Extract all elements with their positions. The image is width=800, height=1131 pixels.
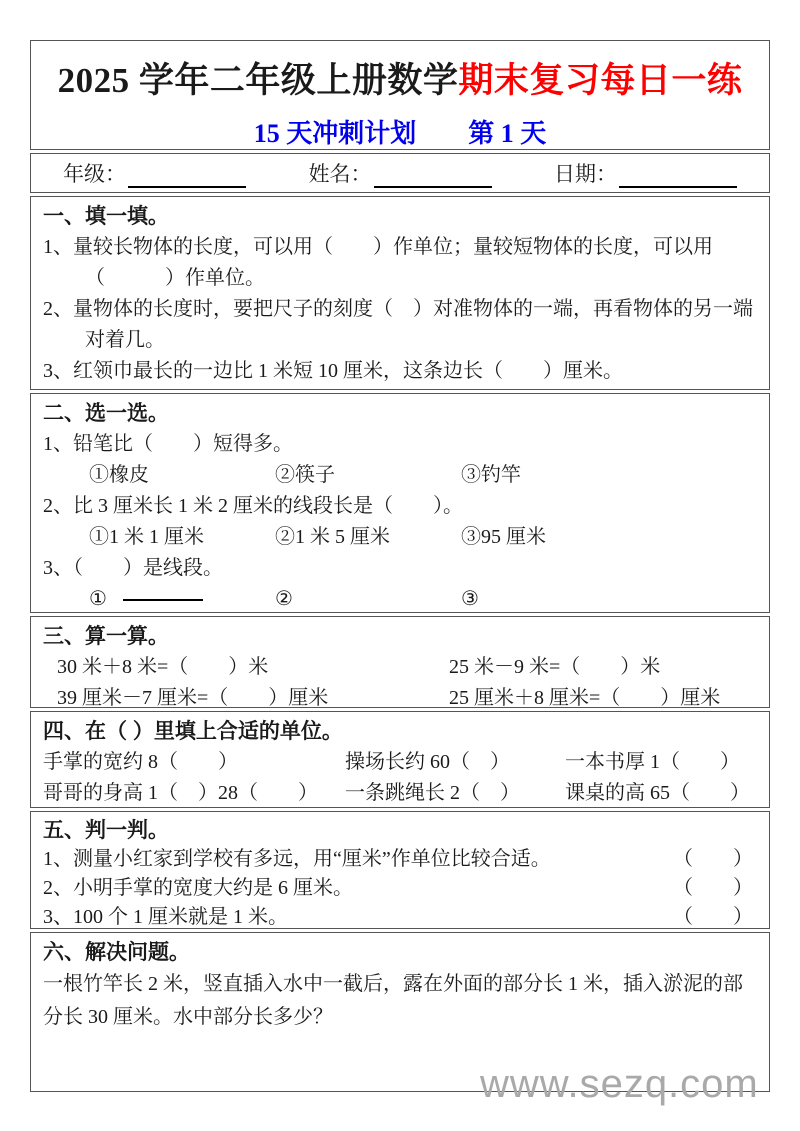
choose-q2: 2、比 3 厘米长 1 米 2 厘米的线段长是（ ）。 bbox=[43, 495, 463, 517]
choose-q2-options bbox=[43, 522, 757, 553]
units-item: 哥哥的身高 1（ ）28（ ） bbox=[43, 782, 318, 804]
name-field bbox=[309, 158, 492, 188]
choose-q3-options bbox=[43, 584, 757, 613]
judge-answer-blank: （ ） bbox=[673, 906, 753, 928]
section-judge-heading: 五、判一判。 bbox=[43, 819, 169, 842]
fill-item-2: 2、量物体的长度时，要把尺子的刻度（ ）对准物体的一端，再看物体的另一端对着几。 bbox=[43, 298, 753, 351]
title-black-part: 2025 学年二年级上册数学 bbox=[57, 61, 459, 100]
choose-q2-option-2: ②1 米 5 厘米 bbox=[275, 526, 390, 548]
units-item: 一条跳绳长 2（ ） bbox=[345, 782, 520, 804]
section-judge bbox=[30, 811, 770, 929]
solve-problem-text: 一根竹竿长 2 米，竖直插入水中一截后，露在外面的部分长 1 米，插入淤泥的部分长 30 厘米。水中部分长多少？ bbox=[43, 973, 743, 1028]
name-blank-line bbox=[374, 168, 492, 188]
student-info-row bbox=[30, 153, 770, 193]
calc-expression: 25 厘米＋8 厘米=（ ）厘米 bbox=[449, 687, 721, 708]
section-fill-in-heading: 一、填一填。 bbox=[43, 205, 169, 228]
grade-field bbox=[63, 158, 246, 188]
choose-q3-option-1: ① bbox=[89, 584, 275, 613]
judge-row-3 bbox=[43, 903, 757, 929]
units-item: 手掌的宽约 8（ ） bbox=[43, 751, 238, 773]
judge-statement: 1、测量小红家到学校有多远，用“厘米”作单位比较合适。 bbox=[43, 848, 551, 870]
choose-q1: 1、铅笔比（ ）短得多。 bbox=[43, 433, 293, 455]
grade-label: 年级： bbox=[63, 162, 126, 186]
section-units bbox=[30, 711, 770, 808]
section-choose bbox=[30, 393, 770, 613]
judge-statement: 3、100 个 1 厘米就是 1 米。 bbox=[43, 906, 288, 928]
judge-statement: 2、小明手掌的宽度大约是 6 厘米。 bbox=[43, 877, 353, 899]
section-fill-in bbox=[30, 196, 770, 390]
section-choose-heading: 二、选一选。 bbox=[43, 402, 169, 425]
judge-answer-blank: （ ） bbox=[673, 877, 753, 899]
choose-q2-option-3: ③95 厘米 bbox=[461, 526, 546, 548]
calc-row-2 bbox=[43, 683, 757, 708]
page-title bbox=[31, 53, 769, 103]
calc-expression: 39 厘米－7 厘米=（ ）厘米 bbox=[57, 687, 329, 708]
choose-q3-option-2: ② bbox=[275, 588, 293, 610]
title-red-part: 期末复习每日一练 bbox=[458, 61, 743, 100]
choose-q1-options bbox=[43, 460, 757, 491]
section-solve-heading: 六、解决问题。 bbox=[43, 941, 190, 964]
grade-blank-line bbox=[128, 168, 246, 188]
judge-row-2 bbox=[43, 874, 757, 903]
calc-expression: 30 米＋8 米=（ ）米 bbox=[57, 656, 269, 678]
fill-item-3: 3、红领巾最长的一边比 1 米短 10 厘米，这条边长（ ）厘米。 bbox=[43, 360, 623, 382]
calc-row-1 bbox=[43, 652, 757, 683]
site-watermark: www.sezq.com bbox=[480, 1062, 759, 1106]
choose-q1-option-3: ③钓竿 bbox=[461, 464, 521, 486]
judge-row-1 bbox=[43, 845, 757, 874]
calc-expression: 25 米－9 米=（ ）米 bbox=[449, 656, 661, 678]
date-label: 日期： bbox=[554, 162, 617, 186]
fill-item-1: 1、量较长物体的长度，可以用（ ）作单位；量较短物体的长度，可以用（ ）作单位。 bbox=[43, 236, 713, 289]
units-item: 课桌的高 65（ ） bbox=[565, 782, 750, 804]
page-subtitle: 15 天冲刺计划 第 1 天 bbox=[253, 119, 547, 148]
section-calculate-heading: 三、算一算。 bbox=[43, 625, 169, 648]
units-item: 操场长约 60（ ） bbox=[345, 751, 510, 773]
section-units-heading: 四、在（ ）里填上合适的单位。 bbox=[43, 720, 343, 743]
date-blank-line bbox=[619, 168, 737, 188]
section-calculate bbox=[30, 616, 770, 708]
title-section bbox=[30, 40, 770, 150]
units-item: 一本书厚 1（ ） bbox=[565, 751, 740, 773]
choose-q1-option-2: ②筷子 bbox=[275, 464, 335, 486]
line-segment-graphic bbox=[123, 599, 203, 601]
judge-answer-blank: （ ） bbox=[673, 848, 753, 870]
units-row-1 bbox=[43, 747, 757, 778]
date-field bbox=[554, 158, 737, 188]
choose-q3: 3、（ ）是线段。 bbox=[43, 557, 223, 579]
units-row-2 bbox=[43, 778, 757, 808]
choose-q2-option-1: ①1 米 1 厘米 bbox=[89, 526, 204, 548]
worksheet-page bbox=[30, 40, 770, 1095]
choose-q3-option-3: ③ bbox=[461, 588, 479, 610]
name-label: 姓名： bbox=[308, 162, 372, 186]
choose-q1-option-1: ①橡皮 bbox=[89, 464, 149, 486]
